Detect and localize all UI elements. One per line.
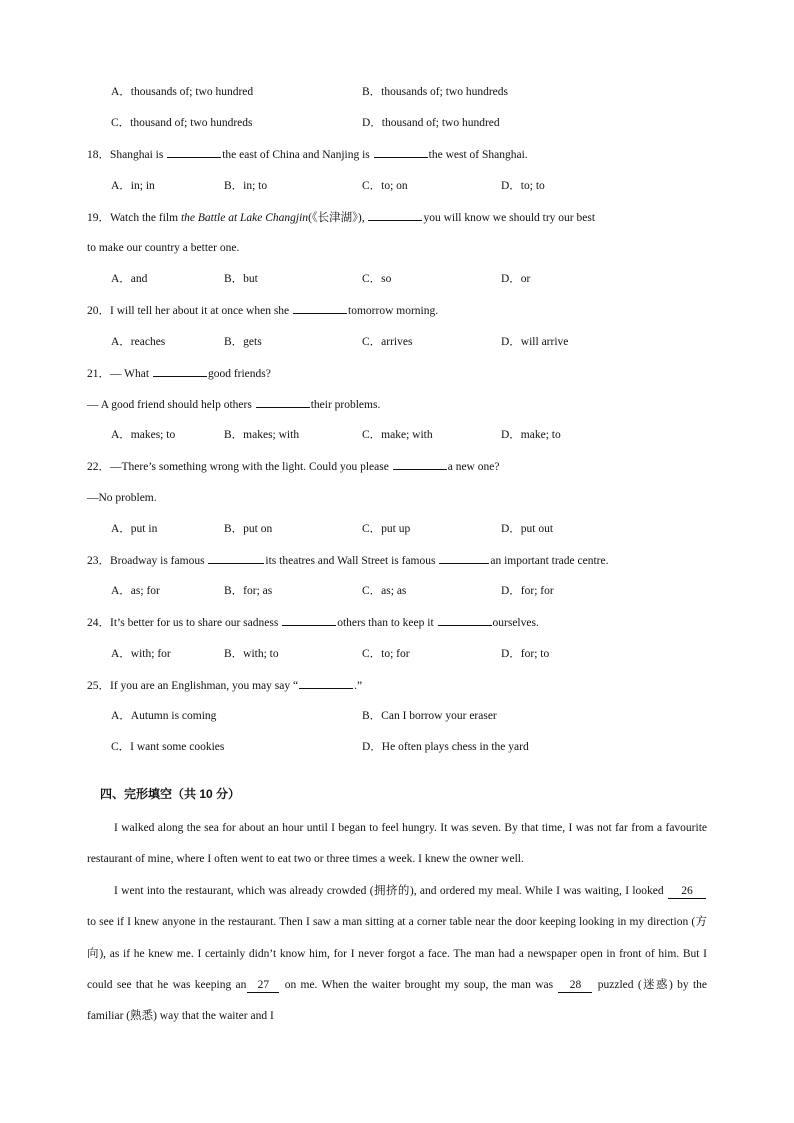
question-25: 25．If you are an Englishman, you may say “ .” [87,677,362,694]
q18-option-b: B．in; to [224,180,268,192]
cloze-blank-28: 28 [558,979,592,993]
q22-option-b: B．put on [224,523,273,535]
answer-blank [368,209,422,221]
answer-blank [393,458,447,470]
q21-option-a: A．makes; to [111,429,176,441]
film-title: the Battle at Lake Changjin [180,212,309,224]
q24-option-a: A．with; for [111,648,171,660]
answer-blank [282,614,336,626]
q17-option-d: D．thousand of; two hundred [362,117,500,129]
q24-option-c: C．to; for [362,648,410,660]
q23-option-d: D．for; for [501,585,554,597]
q23-option-a: A．as; for [111,585,160,597]
question-22-reply: —No problem. [87,492,157,504]
q23-option-b: B．for; as [224,585,273,597]
passage-paragraph-2: I went into the restaurant, which was already crowded (拥挤的), and ordered my meal. While I was waiting, I looked 26 to see if I knew anyone in the restaurant. Then I saw a man sitting at a corner table near the door keeping looking in my direction (方向), as if he knew me. I certainly didn’t know him, for I never forgot a face. The man had a newspaper open in front of him. But I could see that he was keeping an 27 on me. When the waiter brought my soup, the man was 28 puzzled (迷惑) by the familiar (熟悉) way that the waiter and I [87,885,707,1023]
q18-option-c: C．to; on [362,180,408,192]
q21-option-b: B．makes; with [224,429,300,441]
q25-option-a: A．Autumn is coming [111,710,217,722]
answer-blank [374,146,428,158]
q22-option-c: C．put up [362,523,411,535]
q18-option-d: D．to; to [501,180,545,192]
q20-option-d: D．will arrive [501,336,569,348]
q17-option-c: C．thousand of; two hundreds [111,117,253,129]
q19-option-a: A．and [111,273,148,285]
answer-blank [167,146,221,158]
q22-option-d: D．put out [501,523,554,535]
answer-blank [439,552,489,564]
question-23: 23．Broadway is famous its theatres and Wall Street is famous an important trade centre. [87,552,608,569]
answer-blank [293,302,347,314]
q25-option-b: B．Can I borrow your eraser [362,710,497,722]
answer-blank [153,365,207,377]
question-19: 19．Watch the film the Battle at Lake Changjin(《长津湖》), you will know we should try our best [87,209,595,226]
q20-option-a: A．reaches [111,336,166,348]
q21-option-c: C．make; with [362,429,433,441]
q19-option-d: D．or [501,273,531,285]
answer-blank [299,677,353,689]
question-24: 24．It’s better for us to share our sadness others than to keep it ourselves. [87,614,539,631]
answer-blank [438,614,492,626]
q19-option-c: C．so [362,273,392,285]
q24-option-d: D．for; to [501,648,550,660]
q24-option-b: B．with; to [224,648,279,660]
question-19-continued: to make our country a better one. [87,242,240,254]
section-title: 四、完形填空（共 10 分） [100,787,241,801]
q25-option-c: C．I want some cookies [111,741,225,753]
cloze-blank-27: 27 [247,979,279,993]
question-18: 18．Shanghai is the east of China and Nanjing is the west of Shanghai. [87,146,528,163]
q20-option-c: C．arrives [362,336,413,348]
passage-paragraph-1: I walked along the sea for about an hour until I began to feel hungry. It was seven. By that time, I was not far from a favourite restaurant of mine, where I often went to eat two or three times a week. I knew the owner well. [87,822,707,866]
answer-blank [208,552,264,564]
question-21: 21．— What good friends? [87,365,271,382]
q20-option-b: B．gets [224,336,262,348]
question-21-reply: — A good friend should help others their problems. [87,396,380,413]
answer-blank [256,396,310,408]
q25-option-d: D．He often plays chess in the yard [362,741,529,753]
q17-option-a: A．thousands of; two hundred [111,86,254,98]
q19-option-b: B．but [224,273,258,285]
cloze-blank-26: 26 [668,885,706,899]
question-22: 22．—There’s something wrong with the light. Could you please a new one? [87,458,499,475]
q22-option-a: A．put in [111,523,158,535]
q23-option-c: C．as; as [362,585,407,597]
q21-option-d: D．make; to [501,429,561,441]
q17-option-b: B．thousands of; two hundreds [362,86,508,98]
question-20: 20．I will tell her about it at once when she tomorrow morning. [87,302,438,319]
q18-option-a: A．in; in [111,180,155,192]
